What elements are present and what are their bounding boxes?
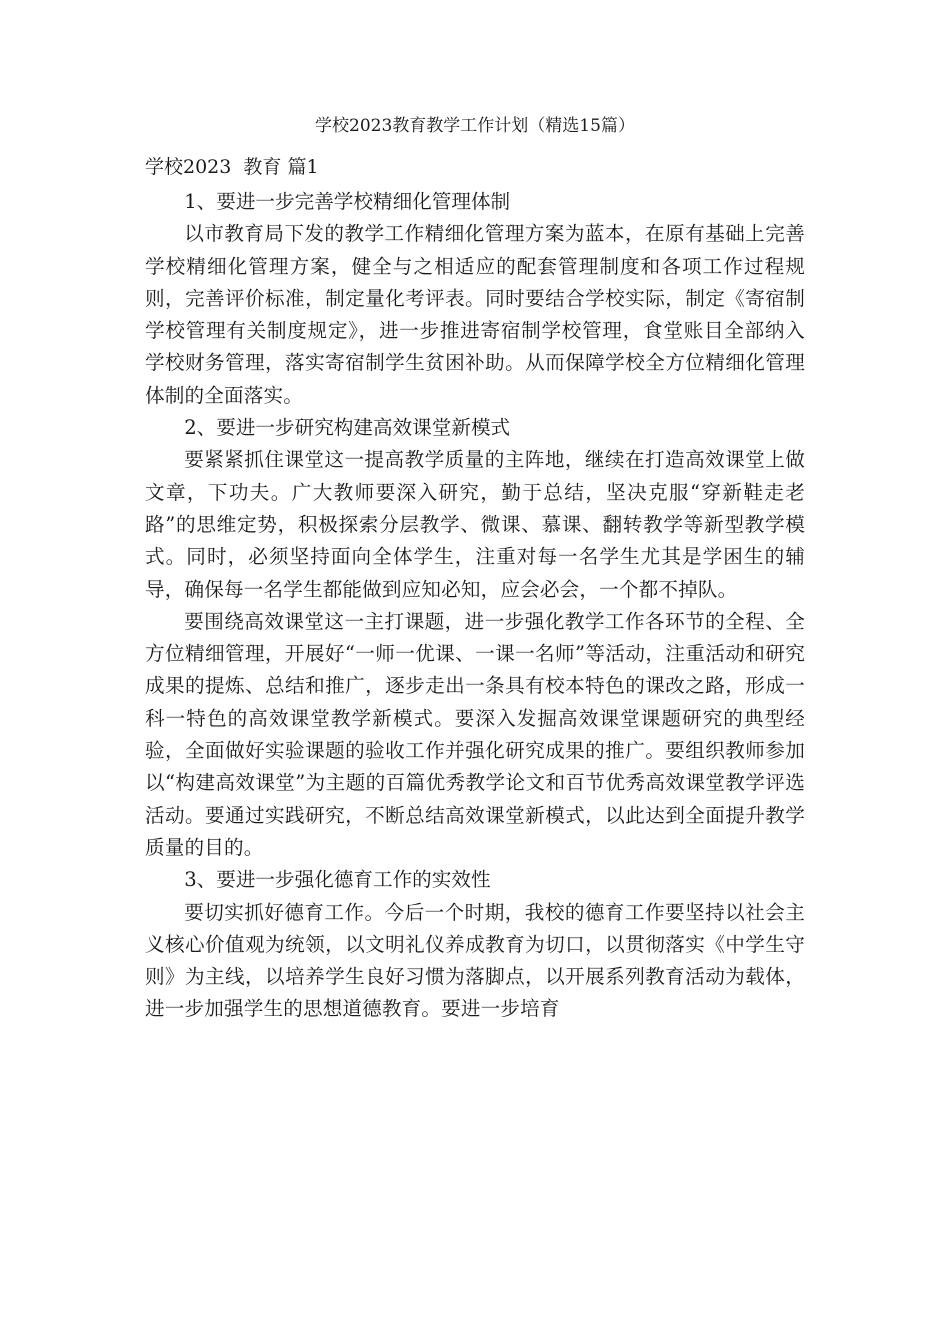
paragraph: 以市教育局下发的教学工作精细化管理方案为蓝本，在原有基础上完善学校精细化管理方案，健全与之相适应的配套管理制度和各项工作过程规则，完善评价标准，制定量化考评表。同时要结合学校实际，制定《寄宿制学校管理有关制度规定》，进一步推进寄宿制学校管理，食堂账目全部纳入学校财务管理，落实寄宿制学生贫困补助。从而保障学校全方位精细化管理体制的全面落实。 [145,222,805,407]
subheading-3: 3、要进一步强化德育工作的实效性 [184,868,491,892]
document-title: 学校2023教育教学工作计划（精选15篇） [315,116,635,136]
subheading-2: 2、要进一步研究构建高效课堂新模式 [184,416,511,440]
paragraph: 要围绕高效课堂这一主打课题，进一步强化教学工作各环节的全程、全方位精细管理，开展好“一师一优课、一课一名师”等活动，注重活动和研究成果的提炼、总结和推广，逐步走出一条具有校本特色的课改之路，形成一科一特色的高效课堂教学新模式。要深入发掘高效课堂课题研究的典型经验，全面做好实验课题的验收工作并强化研究成果的推广。要组织教师参加以“构建高效课堂”为主题的百篇优秀教学论文和百节优秀高效课堂教学评选活动。要通过实践研究，不断总结高效课堂新模式，以此达到全面提升教学质量的目的。 [145,609,805,859]
paragraph: 要紧紧抓住课堂这一提高教学质量的主阵地，继续在打造高效课堂上做文章，下功夫。广大教师要深入研究，勤于总结，坚决克服“穿新鞋走老路”的思维定势，积极探索分层教学、微课、慕课、翻转教学等新型教学模式。同时，必须坚持面向全体学生，注重对每一名学生尤其是学困生的辅导，确保每一名学生都能做到应知必知，应会必会，一个都不掉队。 [145,448,805,601]
subheading-1: 1、要进一步完善学校精细化管理体制 [184,190,511,213]
paragraph: 要切实抓好德育工作。今后一个时期，我校的德育工作要坚持以社会主义核心价值观为统领，以文明礼仪养成教育为切口，以贯彻落实《中学生守则》为主线，以培养学生良好习惯为落脚点，以开展系列教育活动为载体，进一步加强学生的思想道德教育。要进一步培育 [145,900,805,1021]
section-heading: 学校2023 教育 篇1 [145,156,319,178]
document-page [145,112,805,1026]
